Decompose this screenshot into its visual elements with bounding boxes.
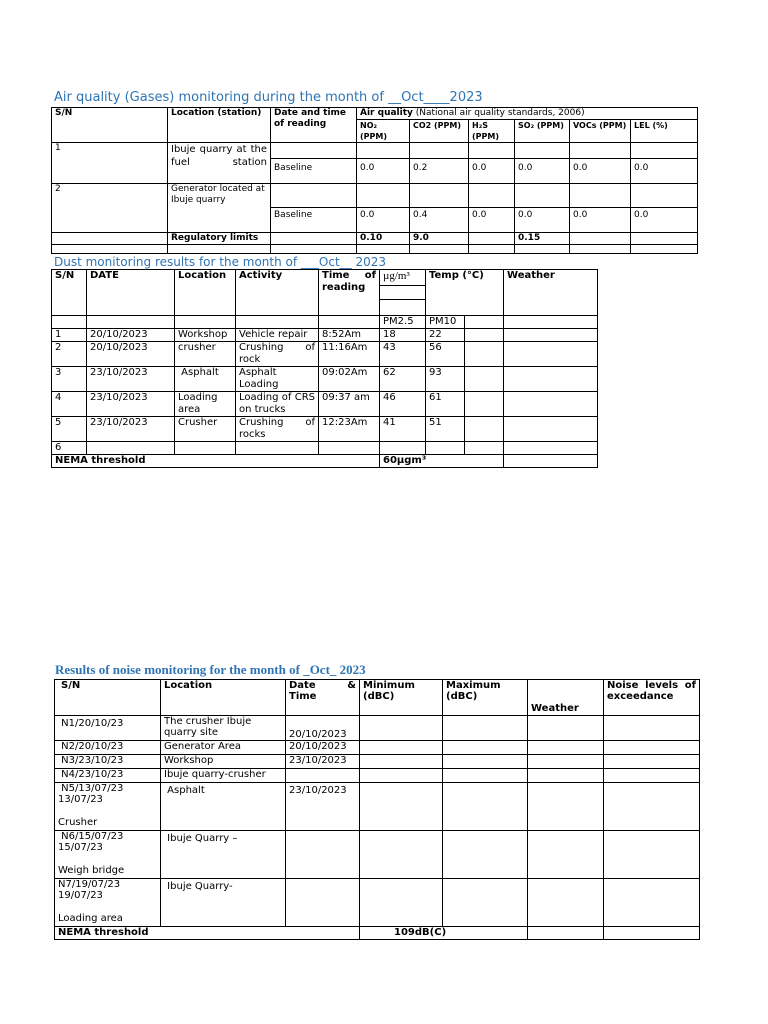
noise-row1-datetime: 20/10/2023	[286, 716, 360, 741]
dust-row5-time: 12:23Am	[319, 417, 380, 442]
gas-header-location: Location (station)	[168, 108, 271, 143]
noise-row4-location: Ibuje quarry-crusher	[161, 769, 286, 783]
dust-subheader-row	[52, 316, 598, 329]
limit-co2: 9.0	[410, 233, 469, 245]
noise-row5-sn2: 13/07/23	[58, 794, 103, 805]
dust-header-row	[52, 270, 598, 286]
gas-row1-sn: 1	[52, 143, 168, 184]
dust-row5-sn: 5	[52, 417, 87, 442]
dust-header-pm25: PM2.5	[380, 316, 426, 329]
dust-row5-location: Crusher	[175, 417, 236, 442]
dust-row4-time: 09:37 am	[319, 392, 380, 417]
gas-section-title: Air quality (Gases) monitoring during the month of __Oct____2023	[54, 90, 483, 105]
gas-header-sn: S/N	[52, 108, 168, 143]
dust-row1-activity: Vehicle repair	[236, 329, 319, 342]
noise-row6-sn2: 15/07/23	[58, 842, 103, 853]
gas-row2-location: Generator located at Ibuje quarry	[168, 184, 271, 233]
noise-row1-sn: N1/20/10/23	[55, 716, 161, 741]
dust-row4-pm10: 61	[426, 392, 465, 417]
gas-row1-reading: Baseline	[271, 159, 357, 184]
table-row	[52, 184, 698, 208]
gas-row1-no2: 0.0	[357, 159, 410, 184]
dust-section-title: Dust monitoring results for the month of ___Oct__ 2023	[54, 255, 387, 269]
noise-row3-sn: N3/23/10/23	[55, 755, 161, 769]
gas-row1-h2s: 0.0	[469, 159, 515, 184]
dust-row2-date: 20/10/2023	[87, 342, 175, 367]
dust-row1-location: Workshop	[175, 329, 236, 342]
dust-row4-location: Loading area	[175, 392, 236, 417]
dust-row2-pm25: 43	[380, 342, 426, 367]
dust-row5-pm25: 41	[380, 417, 426, 442]
dust-row1-sn: 1	[52, 329, 87, 342]
dust-row1-pm10: 22	[426, 329, 465, 342]
noise-row7-sn2: 19/07/23	[58, 890, 103, 901]
noise-threshold-row	[55, 927, 700, 940]
table-row	[52, 392, 598, 417]
dust-row5-pm10: 51	[426, 417, 465, 442]
dust-row2-time: 11:16Am	[319, 342, 380, 367]
noise-monitoring-table	[54, 679, 700, 940]
gas-row2-co2: 0.4	[410, 208, 469, 233]
noise-threshold-value: 109dB(C)	[360, 927, 528, 940]
dust-row3-pm25: 62	[380, 367, 426, 392]
table-row	[55, 769, 700, 783]
dust-row4-date: 23/10/2023	[87, 392, 175, 417]
dust-row1-date: 20/10/2023	[87, 329, 175, 342]
dust-row4-activity: Loading of CRS on trucks	[236, 392, 319, 417]
noise-row5-location: Asphalt	[161, 783, 286, 831]
gas-row2-so2: 0.0	[515, 208, 570, 233]
noise-row3-location: Workshop	[161, 755, 286, 769]
dust-row2-sn: 2	[52, 342, 87, 367]
noise-header-datetime: Date & Time	[286, 680, 360, 716]
dust-row3-pm10: 93	[426, 367, 465, 392]
gas-row2-reading: Baseline	[271, 208, 357, 233]
table-row	[52, 442, 598, 455]
gas-header-so2: SO₂ (PPM)	[515, 120, 570, 143]
table-row	[55, 783, 700, 831]
table-row	[52, 342, 598, 367]
noise-row2-datetime: 20/10/2023	[286, 741, 360, 755]
noise-header-location: Location	[161, 680, 286, 716]
dust-row3-time: 09:02Am	[319, 367, 380, 392]
dust-header-unit: µg/m³	[380, 270, 426, 286]
regulatory-limits-label: Regulatory limits	[168, 233, 271, 245]
noise-section-title: Results of noise monitoring for the month of _Oct_ 2023	[55, 662, 366, 677]
gas-header-h2s: H₂S (PPM)	[469, 120, 515, 143]
noise-row5-datetime: 23/10/2023	[286, 783, 360, 831]
noise-header-weather: Weather	[528, 680, 604, 716]
dust-row1-pm25: 18	[380, 329, 426, 342]
gas-header-vocs: VOCs (PPM)	[570, 120, 631, 143]
dust-header-time: Time of reading	[319, 270, 380, 316]
gas-row1-co2: 0.2	[410, 159, 469, 184]
air-quality-note: (National air quality standards, 2006)	[412, 108, 585, 118]
table-row	[52, 329, 598, 342]
dust-header-pm10: PM10	[426, 316, 465, 329]
noise-row6-sn3: Weigh bridge	[58, 865, 125, 876]
noise-header-exceedance: Noise levels of exceedance	[604, 680, 700, 716]
noise-row6-sn: N6/15/07/23	[58, 831, 124, 842]
dust-row5-activity: Crushing of rocks	[236, 417, 319, 442]
noise-threshold-label: NEMA threshold	[55, 927, 360, 940]
table-row	[55, 879, 700, 927]
limit-so2: 0.15	[515, 233, 570, 245]
noise-row6-sn-cell	[55, 831, 161, 879]
gas-row2-lel: 0.0	[631, 208, 698, 233]
dust-row3-sn: 3	[52, 367, 87, 392]
noise-header-max: Maximum (dBC)	[443, 680, 528, 716]
noise-row2-sn: N2/20/10/23	[55, 741, 161, 755]
dust-row3-activity: Asphalt Loading	[236, 367, 319, 392]
gas-header-air-quality	[357, 108, 698, 120]
noise-row5-sn: N5/13/07/23	[58, 783, 124, 794]
noise-row7-sn-cell	[55, 879, 161, 927]
noise-row7-sn: N7/19/07/23	[58, 879, 121, 890]
dust-row6-sn: 6	[52, 442, 87, 455]
dust-row3-location: Asphalt	[175, 367, 236, 392]
gas-row1-location: Ibuje quarry at the fuel station	[168, 143, 271, 184]
gas-header-lel: LEL (%)	[631, 120, 698, 143]
gas-row1-so2: 0.0	[515, 159, 570, 184]
dust-monitoring-table	[51, 269, 598, 468]
dust-threshold-value: 60µgm³	[380, 455, 504, 468]
noise-row7-location: Ibuje Quarry-	[161, 879, 286, 927]
dust-threshold-row	[52, 455, 598, 468]
gas-header-no2: NO₂ (PPM)	[357, 120, 410, 143]
dust-row2-location: crusher	[175, 342, 236, 367]
regulatory-limits-row	[52, 233, 698, 245]
noise-header-row	[55, 680, 700, 716]
noise-row3-datetime: 23/10/2023	[286, 755, 360, 769]
gas-row1-vocs: 0.0	[570, 159, 631, 184]
limit-no2: 0.10	[357, 233, 410, 245]
gas-spacer-row	[52, 245, 698, 254]
noise-row4-sn: N4/23/10/23	[55, 769, 161, 783]
noise-row2-location: Generator Area	[161, 741, 286, 755]
table-row	[52, 143, 698, 159]
dust-header-activity: Activity	[236, 270, 319, 316]
gas-row2-sn: 2	[52, 184, 168, 233]
table-row	[52, 367, 598, 392]
gas-row1-lel: 0.0	[631, 159, 698, 184]
gas-header-row	[52, 108, 698, 120]
dust-row3-date: 23/10/2023	[87, 367, 175, 392]
noise-row5-sn3: Crusher	[58, 817, 98, 828]
dust-row2-activity: Crushing of rock	[236, 342, 319, 367]
table-row	[55, 716, 700, 741]
gas-header-co2: CO2 (PPM)	[410, 120, 469, 143]
dust-row4-sn: 4	[52, 392, 87, 417]
noise-row5-sn-cell	[55, 783, 161, 831]
table-row	[55, 831, 700, 879]
dust-header-temp: Temp (°C)	[426, 270, 504, 316]
dust-row2-pm10: 56	[426, 342, 465, 367]
gas-row2-h2s: 0.0	[469, 208, 515, 233]
dust-row5-date: 23/10/2023	[87, 417, 175, 442]
air-quality-label: Air quality	[360, 108, 413, 118]
dust-header-sn: S/N	[52, 270, 87, 316]
gas-row2-no2: 0.0	[357, 208, 410, 233]
dust-threshold-label: NEMA threshold	[52, 455, 380, 468]
dust-row4-pm25: 46	[380, 392, 426, 417]
noise-header-min: Minimum (dBC)	[360, 680, 443, 716]
gas-header-datetime: Date and time of reading	[271, 108, 357, 143]
table-row	[52, 417, 598, 442]
dust-header-location: Location	[175, 270, 236, 316]
gas-row2-vocs: 0.0	[570, 208, 631, 233]
noise-row6-location: Ibuje Quarry –	[161, 831, 286, 879]
noise-header-sn: S/N	[55, 680, 161, 716]
table-row	[55, 755, 700, 769]
gas-monitoring-table	[51, 107, 698, 254]
noise-row7-sn3: Loading area	[58, 913, 123, 924]
dust-header-weather: Weather	[504, 270, 598, 316]
noise-row1-location: The crusher Ibuje quarry site	[161, 716, 286, 741]
dust-header-date: DATE	[87, 270, 175, 316]
dust-row1-time: 8:52Am	[319, 329, 380, 342]
table-row	[55, 741, 700, 755]
